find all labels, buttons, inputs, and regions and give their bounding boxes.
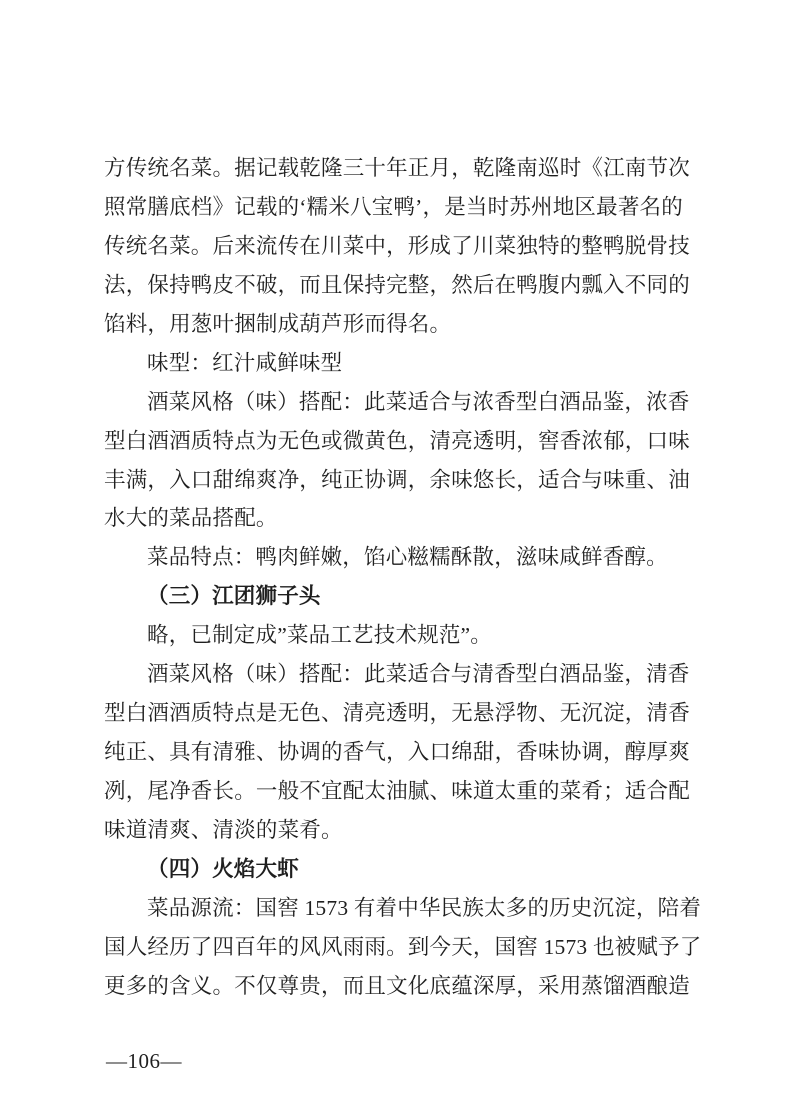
text-line: 略，已制定成”菜品工艺技术规范”。 <box>147 623 492 648</box>
text-line: 照常膳底档》记载的‘糯米八宝鸭’，是当时苏州地区最著名的 <box>104 194 683 219</box>
text-line: 酒菜风格（味）搭配：此菜适合与浓香型白酒品鉴，浓香 <box>147 389 690 414</box>
page-body-text <box>104 149 704 1006</box>
text-line: 法，保持鸭皮不破，而且保持完整，然后在鸭腹内瓢入不同的 <box>104 272 690 297</box>
text-line: 丰满，入口甜绵爽净，纯正协调，余味悠长，适合与味重、油 <box>104 467 690 492</box>
text-line: 型白酒酒质特点为无色或微黄色，清亮透明，窖香浓郁，口味 <box>104 428 690 453</box>
text-line: 传统名菜。后来流传在川菜中，形成了川菜独特的整鸭脱骨技 <box>104 233 690 258</box>
text-line: 馅料，用葱叶捆制成葫芦形而得名。 <box>104 311 452 336</box>
page-number: —106— <box>106 1049 182 1073</box>
text-line: 味道清爽、清淡的菜肴。 <box>104 817 343 842</box>
text-line: 味型：红汁咸鲜味型 <box>147 350 343 375</box>
text-line: 冽，尾净香长。一般不宜配太油腻、味道太重的菜肴；适合配 <box>104 779 690 803</box>
text-line: 更多的含义。不仅尊贵，而且文化底蕴深厚，采用蒸馏酒酿造 <box>104 973 690 998</box>
section-heading-line: （四）火焰大虾 <box>147 856 299 881</box>
text-line: 酒菜风格（味）搭配：此菜适合与清香型白酒品鉴，清香 <box>147 662 690 687</box>
text-line: 菜品源流：国窖 1573 有着中华民族太多的历史沉淀，陪着 <box>147 895 702 920</box>
section-heading-line: （三）江团狮子头 <box>147 584 321 609</box>
text-line: 菜品特点：鸭肉鲜嫩，馅心糍糯酥散，滋味咸鲜香醇。 <box>147 545 668 570</box>
text-line: 纯正、具有清雅、协调的香气，入口绵甜，香味协调，醇厚爽 <box>104 740 690 765</box>
text-line: 型白酒酒质特点是无色、清亮透明，无悬浮物、无沉淀，清香 <box>104 701 690 726</box>
text-line: 国人经历了四百年的风风雨雨。到今天，国窖 1573 也被赋予了 <box>104 934 702 959</box>
text-line: 方传统名菜。据记载乾隆三十年正月，乾隆南巡时《江南节次 <box>104 156 690 180</box>
text-line: 水大的菜品搭配。 <box>104 506 278 531</box>
